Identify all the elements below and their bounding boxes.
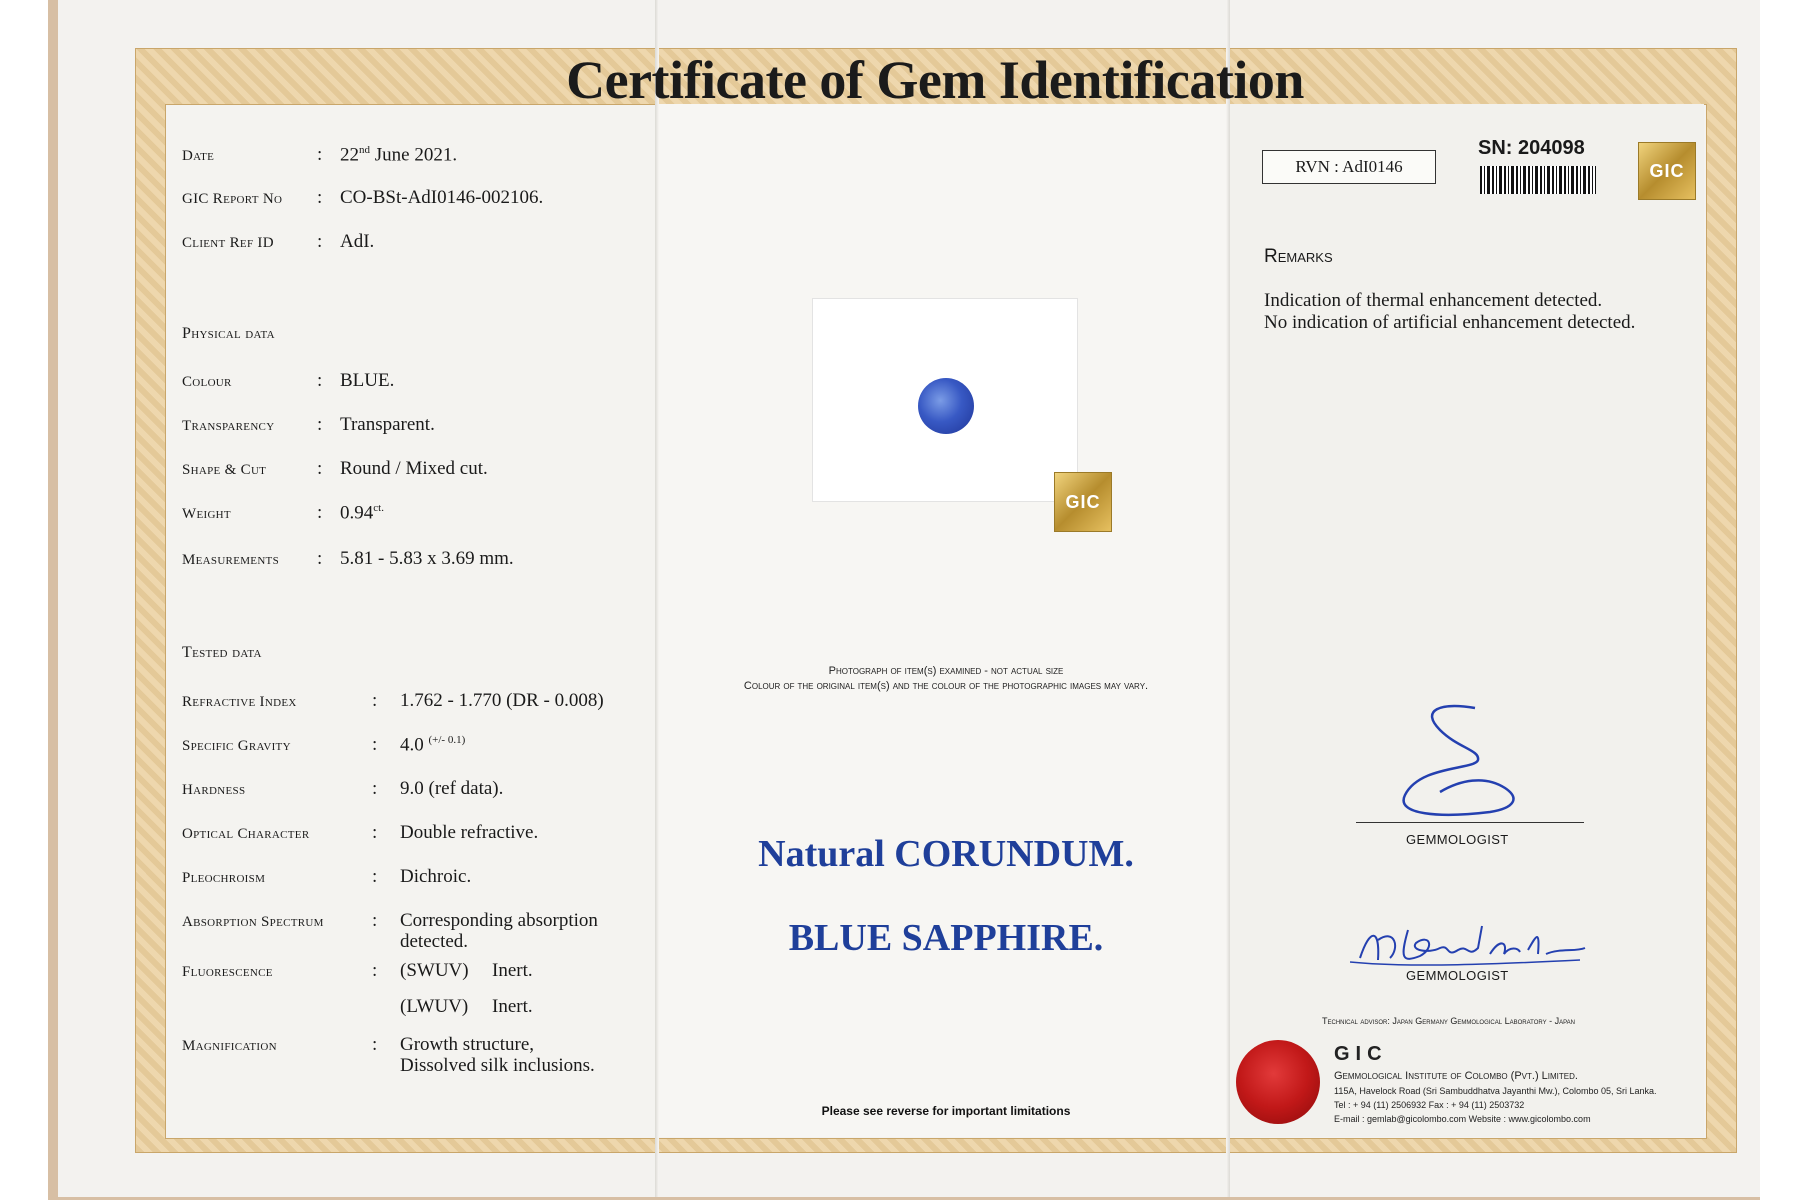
colon: : xyxy=(317,144,323,165)
colon: : xyxy=(372,866,378,887)
weight-number: 0.94 xyxy=(340,502,374,524)
institute-full-name: Gemmological Institute of Colombo (Pvt.) Limited. xyxy=(1334,1070,1578,1082)
tested-data-heading: Tested data xyxy=(182,644,262,661)
colon: : xyxy=(317,502,323,523)
serial-number: SN: 204098 xyxy=(1478,137,1585,159)
colon: : xyxy=(317,231,323,252)
tested-label: Fluorescence xyxy=(182,964,273,980)
physical-label: Transparency xyxy=(182,418,275,434)
date-rest: June 2021. xyxy=(370,144,458,166)
limitations-note: Please see reverse for important limitations xyxy=(821,1104,1071,1118)
physical-label: Shape & Cut xyxy=(182,462,267,478)
colon: : xyxy=(372,778,378,799)
tested-value: 9.0 (ref data). xyxy=(400,778,504,799)
colon: : xyxy=(372,960,378,981)
sapphire-photo xyxy=(918,378,974,434)
gemmologist-signature-1 xyxy=(1380,700,1540,830)
colon: : xyxy=(372,734,378,755)
date-suffix: nd xyxy=(359,144,370,156)
fluorescence-mode: (LWUV) xyxy=(400,996,469,1017)
colon: : xyxy=(372,1034,378,1055)
remark-line: No indication of artificial enhancement detected. xyxy=(1264,312,1636,333)
fold-line-right xyxy=(1226,0,1230,1197)
rvn-box: RVN : AdI0146 xyxy=(1262,150,1436,184)
gemmologist-label-1: GEMMOLOGIST xyxy=(1406,832,1509,847)
tested-label: Optical Character xyxy=(182,826,310,842)
weight-value xyxy=(340,502,384,524)
physical-data-heading: Physical data xyxy=(182,325,275,342)
tested-value: Double refractive. xyxy=(400,822,539,843)
weight-unit: ct. xyxy=(373,502,384,514)
red-wax-seal xyxy=(1236,1040,1320,1124)
remarks-heading: Remarks xyxy=(1264,246,1333,267)
institute-email: E-mail : gemlab@gicolombo.com Website : www.gicolombo.com xyxy=(1334,1114,1591,1124)
colon: : xyxy=(317,187,323,208)
tested-label: Refractive Index xyxy=(182,694,297,710)
physical-value: BLUE. xyxy=(340,370,395,391)
physical-value: 5.81 - 5.83 x 3.69 mm. xyxy=(340,548,514,569)
physical-label: Colour xyxy=(182,374,232,390)
tested-label: Pleochroism xyxy=(182,870,266,886)
species-name: Natural CORUNDUM. xyxy=(758,833,1134,875)
remark-line: Indication of thermal enhancement detected. xyxy=(1264,290,1603,311)
tested-value: Dichroic. xyxy=(400,866,472,887)
photo-caption-line1: Photograph of item(s) examined - not actual size xyxy=(828,665,1064,677)
institute-phone: Tel : + 94 (11) 2506932 Fax : + 94 (11) 2503732 xyxy=(1334,1100,1525,1110)
client-ref-value: AdI. xyxy=(340,231,375,252)
colon: : xyxy=(372,822,378,843)
colon: : xyxy=(317,414,323,435)
tested-label: Hardness xyxy=(182,782,246,798)
gic-hologram-seal: GIC xyxy=(1054,472,1112,532)
gemmologist-label-2: GEMMOLOGIST xyxy=(1406,968,1509,983)
photo-caption-line2: Colour of the original item(s) and the colour of the photographic images may vary. xyxy=(743,680,1149,692)
date-value xyxy=(340,144,457,166)
certificate-title: Certificate of Gem Identification xyxy=(566,50,1304,110)
tested-value: Corresponding absorption xyxy=(400,910,598,931)
tested-label: Specific Gravity xyxy=(182,738,291,754)
colon: : xyxy=(372,690,378,711)
physical-value: Round / Mixed cut. xyxy=(340,458,488,479)
gic-name: GIC xyxy=(1334,1043,1388,1065)
center-panel xyxy=(658,104,1228,1137)
technical-advisor: Technical advisor: Japan Germany Gemmological Laboratory - Japan xyxy=(1322,1016,1575,1026)
tested-value-line2: Dissolved silk inclusions. xyxy=(400,1055,595,1076)
tested-label: Magnification xyxy=(182,1038,277,1054)
tested-value-line2: detected. xyxy=(400,931,469,952)
barcode xyxy=(1480,166,1596,194)
tested-label: Absorption Spectrum xyxy=(182,914,324,930)
colon: : xyxy=(317,370,323,391)
fold-line-left xyxy=(655,0,659,1197)
tested-value xyxy=(400,734,465,756)
colon: : xyxy=(317,458,323,479)
fluorescence-mode: (SWUV) xyxy=(400,960,469,981)
sg-tolerance: (+/- 0.1) xyxy=(428,734,466,746)
variety-name: BLUE SAPPHIRE. xyxy=(788,917,1104,959)
institute-address: 115A, Havelock Road (Sri Sambuddhatva Jayanthi Mw.), Colombo 05, Sri Lanka. xyxy=(1334,1086,1657,1096)
date-day: 22 xyxy=(340,144,359,166)
physical-value: Transparent. xyxy=(340,414,435,435)
physical-label: Weight xyxy=(182,506,231,522)
fluorescence-result: Inert. xyxy=(492,960,533,981)
signature-line-1 xyxy=(1356,822,1584,823)
report-no-value: CO-BSt-AdI0146-002106. xyxy=(340,187,544,208)
colon: : xyxy=(317,548,323,569)
date-label: Date xyxy=(182,148,215,164)
colon: : xyxy=(372,910,378,931)
client-ref-label: Client Ref ID xyxy=(182,235,274,251)
gic-hologram-seal: GIC xyxy=(1638,142,1696,200)
tested-value: Growth structure, xyxy=(400,1034,535,1055)
report-no-label: GIC Report No xyxy=(182,191,283,207)
physical-label: Measurements xyxy=(182,552,279,568)
tested-value: 1.762 - 1.770 (DR - 0.008) xyxy=(400,690,604,711)
fluorescence-result: Inert. xyxy=(492,996,533,1017)
sg-number: 4.0 xyxy=(400,734,424,756)
